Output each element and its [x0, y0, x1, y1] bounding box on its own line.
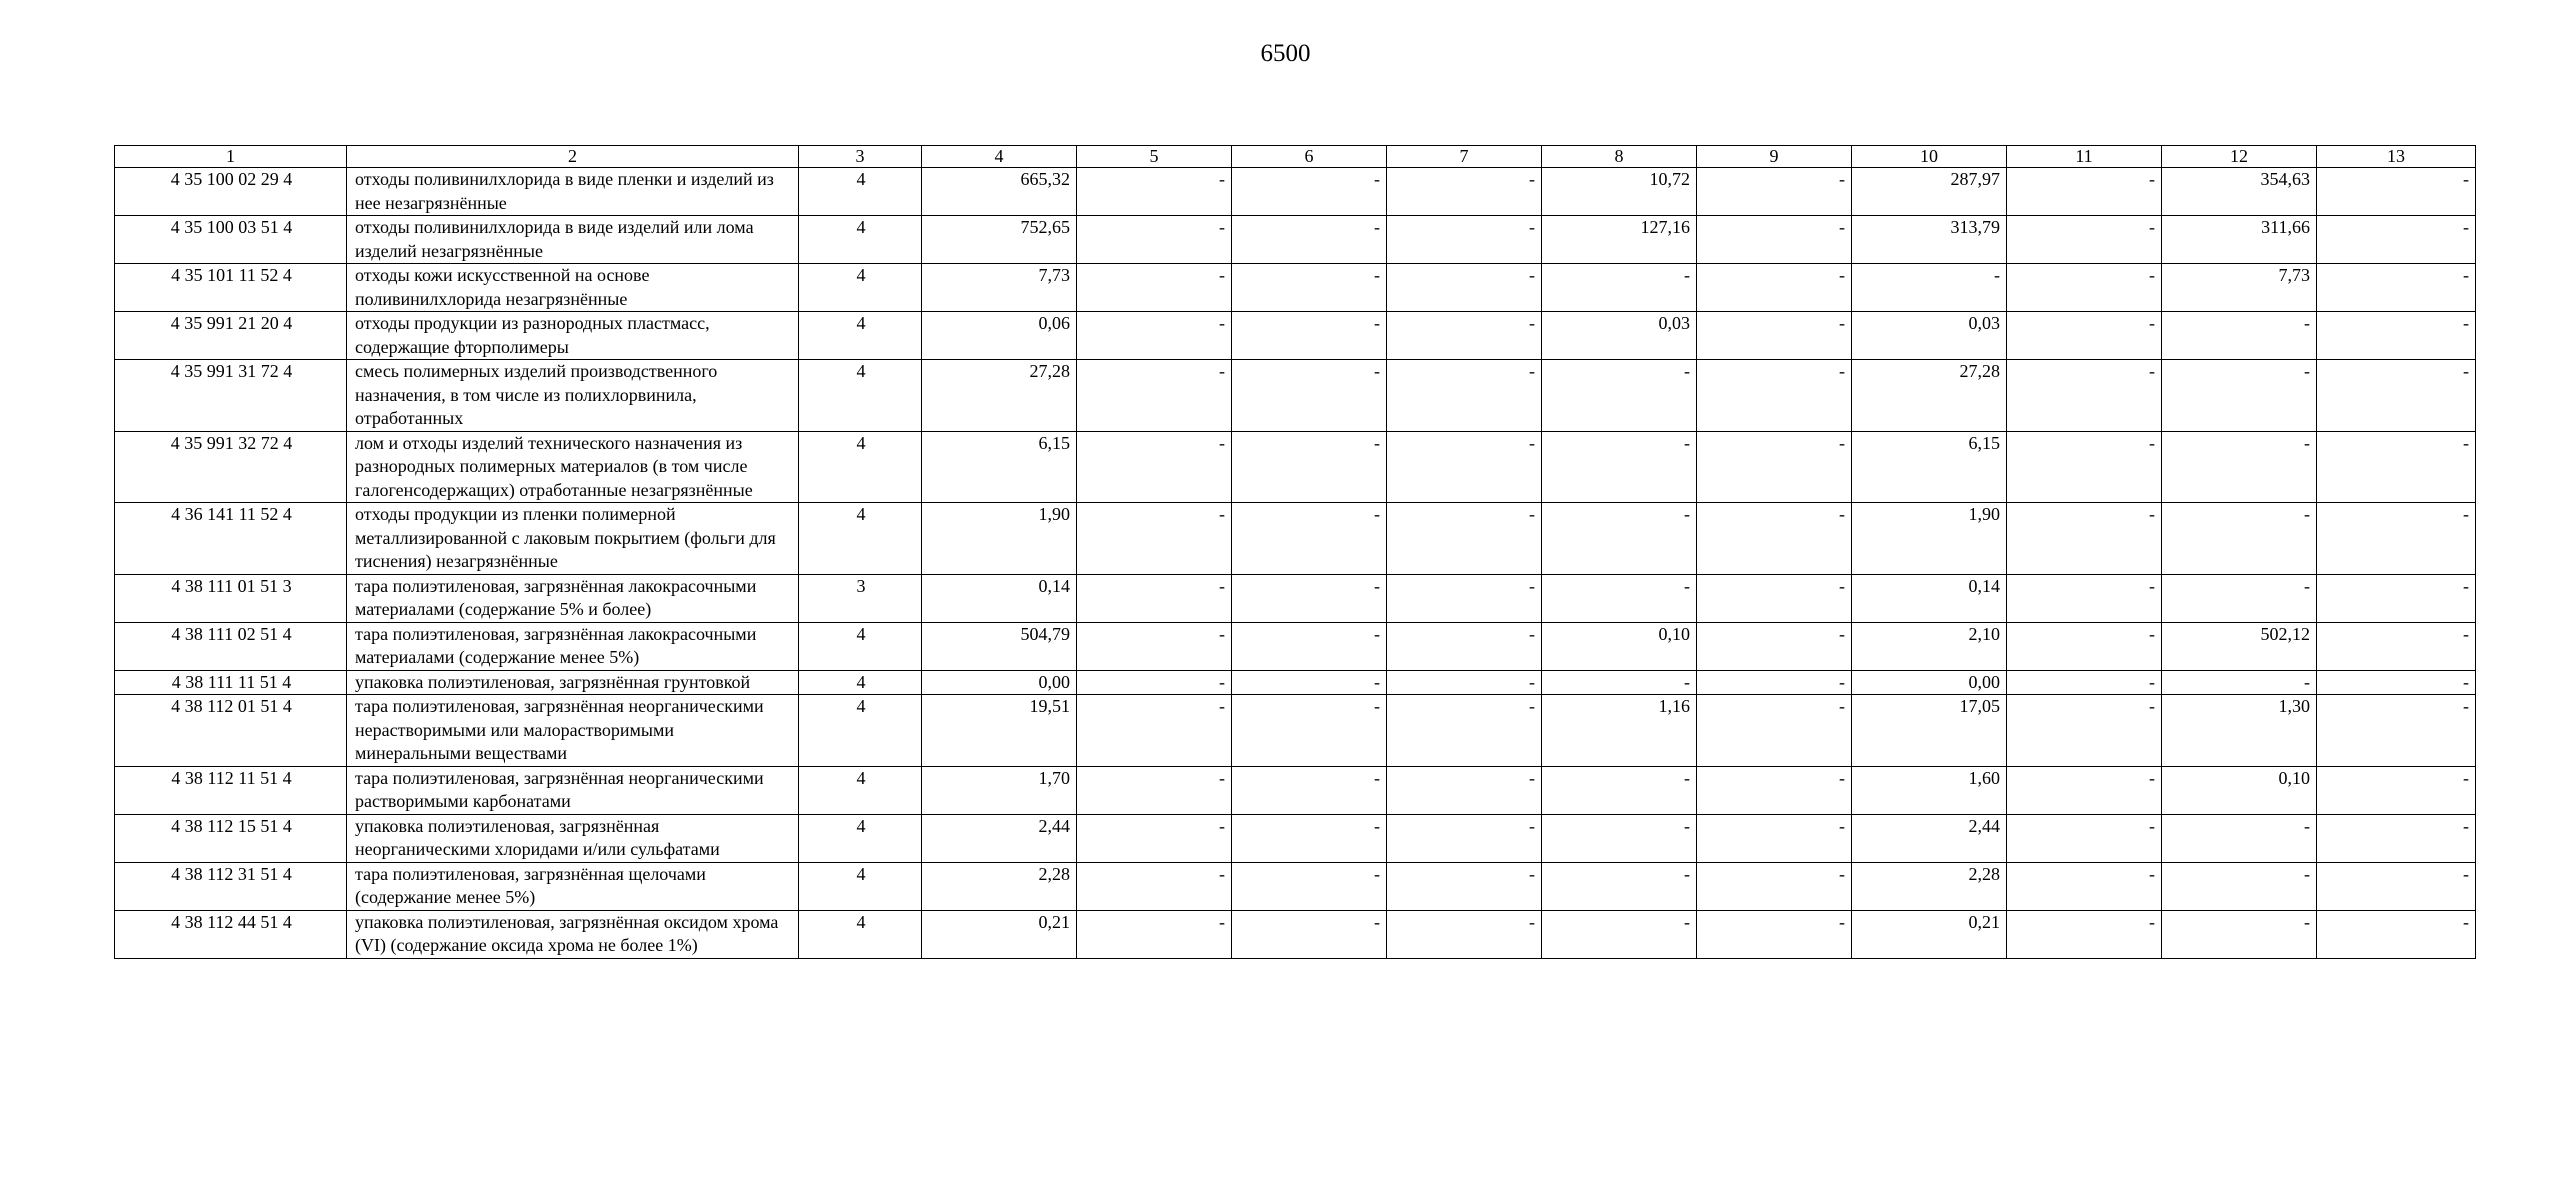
value-cell-col-10: 313,79 — [1852, 216, 2007, 264]
column-header-8: 8 — [1542, 146, 1697, 168]
waste-code-cell: 4 38 111 11 51 4 — [115, 670, 347, 695]
value-cell-col-12: 354,63 — [2162, 168, 2317, 216]
value-cell-col-7: - — [1387, 431, 1542, 503]
waste-code-cell: 4 35 100 02 29 4 — [115, 168, 347, 216]
value-cell-col-10: 0,14 — [1852, 574, 2007, 622]
value-cell-col-13: - — [2317, 503, 2476, 575]
value-cell-col-6: - — [1232, 910, 1387, 958]
value-cell-col-9: - — [1697, 670, 1852, 695]
value-cell-col-9: - — [1697, 695, 1852, 767]
value-cell-col-4: 504,79 — [922, 622, 1077, 670]
column-header-3: 3 — [799, 146, 922, 168]
waste-code-cell: 4 38 112 15 51 4 — [115, 814, 347, 862]
waste-code-cell: 4 36 141 11 52 4 — [115, 503, 347, 575]
value-cell-col-11: - — [2007, 264, 2162, 312]
value-cell-col-5: - — [1077, 814, 1232, 862]
waste-code-cell: 4 35 101 11 52 4 — [115, 264, 347, 312]
value-cell-col-10: 17,05 — [1852, 695, 2007, 767]
value-cell-col-12: - — [2162, 503, 2317, 575]
value-cell-col-7: - — [1387, 814, 1542, 862]
waste-name-cell: тара полиэтиленовая, загрязнённая лакокрасочными материалами (содержание менее 5%) — [347, 622, 799, 670]
waste-code-cell: 4 35 991 21 20 4 — [115, 312, 347, 360]
value-cell-col-4: 1,70 — [922, 766, 1077, 814]
table-row — [115, 264, 2476, 312]
value-cell-col-8: - — [1542, 431, 1697, 503]
value-cell-col-12: - — [2162, 360, 2317, 432]
value-cell-col-7: - — [1387, 622, 1542, 670]
value-cell-col-8: - — [1542, 766, 1697, 814]
value-cell-col-9: - — [1697, 622, 1852, 670]
value-cell-col-6: - — [1232, 503, 1387, 575]
value-cell-col-10: 27,28 — [1852, 360, 2007, 432]
column-header-4: 4 — [922, 146, 1077, 168]
hazard-class-cell: 4 — [799, 216, 922, 264]
value-cell-col-12: 502,12 — [2162, 622, 2317, 670]
value-cell-col-4: 7,73 — [922, 264, 1077, 312]
value-cell-col-7: - — [1387, 312, 1542, 360]
value-cell-col-5: - — [1077, 766, 1232, 814]
value-cell-col-10: 0,00 — [1852, 670, 2007, 695]
value-cell-col-12: - — [2162, 862, 2317, 910]
value-cell-col-13: - — [2317, 312, 2476, 360]
hazard-class-cell: 4 — [799, 622, 922, 670]
value-cell-col-10: 2,10 — [1852, 622, 2007, 670]
value-cell-col-9: - — [1697, 766, 1852, 814]
value-cell-col-9: - — [1697, 312, 1852, 360]
value-cell-col-9: - — [1697, 168, 1852, 216]
value-cell-col-9: - — [1697, 360, 1852, 432]
value-cell-col-12: - — [2162, 814, 2317, 862]
value-cell-col-4: 0,06 — [922, 312, 1077, 360]
hazard-class-cell: 4 — [799, 264, 922, 312]
value-cell-col-5: - — [1077, 670, 1232, 695]
value-cell-col-5: - — [1077, 431, 1232, 503]
column-number-row — [115, 146, 2476, 168]
value-cell-col-12: - — [2162, 574, 2317, 622]
value-cell-col-5: - — [1077, 264, 1232, 312]
value-cell-col-7: - — [1387, 264, 1542, 312]
value-cell-col-7: - — [1387, 766, 1542, 814]
value-cell-col-10: 6,15 — [1852, 431, 2007, 503]
value-cell-col-5: - — [1077, 574, 1232, 622]
value-cell-col-4: 0,14 — [922, 574, 1077, 622]
value-cell-col-11: - — [2007, 216, 2162, 264]
value-cell-col-11: - — [2007, 312, 2162, 360]
value-cell-col-9: - — [1697, 910, 1852, 958]
hazard-class-cell: 4 — [799, 910, 922, 958]
value-cell-col-10: 287,97 — [1852, 168, 2007, 216]
value-cell-col-6: - — [1232, 670, 1387, 695]
value-cell-col-11: - — [2007, 814, 2162, 862]
table-row — [115, 168, 2476, 216]
value-cell-col-5: - — [1077, 862, 1232, 910]
value-cell-col-13: - — [2317, 574, 2476, 622]
value-cell-col-4: 0,00 — [922, 670, 1077, 695]
value-cell-col-8: 127,16 — [1542, 216, 1697, 264]
table-row — [115, 910, 2476, 958]
hazard-class-cell: 4 — [799, 168, 922, 216]
value-cell-col-13: - — [2317, 264, 2476, 312]
value-cell-col-7: - — [1387, 862, 1542, 910]
column-header-7: 7 — [1387, 146, 1542, 168]
table-row — [115, 622, 2476, 670]
value-cell-col-12: 0,10 — [2162, 766, 2317, 814]
value-cell-col-12: 1,30 — [2162, 695, 2317, 767]
waste-name-cell: отходы поливинилхлорида в виде пленки и изделий из нее незагрязнённые — [347, 168, 799, 216]
value-cell-col-10: - — [1852, 264, 2007, 312]
value-cell-col-11: - — [2007, 622, 2162, 670]
value-cell-col-9: - — [1697, 264, 1852, 312]
waste-name-cell: отходы поливинилхлорида в виде изделий или лома изделий незагрязнённые — [347, 216, 799, 264]
waste-name-cell: отходы продукции из пленки полимерной металлизированной с лаковым покрытием (фольги для тиснения) незагрязнённые — [347, 503, 799, 575]
value-cell-col-5: - — [1077, 695, 1232, 767]
value-cell-col-6: - — [1232, 216, 1387, 264]
waste-code-cell: 4 38 112 11 51 4 — [115, 766, 347, 814]
hazard-class-cell: 4 — [799, 670, 922, 695]
value-cell-col-13: - — [2317, 168, 2476, 216]
value-cell-col-4: 2,44 — [922, 814, 1077, 862]
value-cell-col-7: - — [1387, 670, 1542, 695]
column-header-6: 6 — [1232, 146, 1387, 168]
waste-name-cell: упаковка полиэтиленовая, загрязнённая неорганическими хлоридами и/или сульфатами — [347, 814, 799, 862]
table-row — [115, 814, 2476, 862]
value-cell-col-13: - — [2317, 766, 2476, 814]
table-row — [115, 216, 2476, 264]
waste-code-cell: 4 38 112 01 51 4 — [115, 695, 347, 767]
hazard-class-cell: 4 — [799, 360, 922, 432]
value-cell-col-4: 665,32 — [922, 168, 1077, 216]
value-cell-col-8: 0,10 — [1542, 622, 1697, 670]
value-cell-col-10: 1,90 — [1852, 503, 2007, 575]
value-cell-col-8: 10,72 — [1542, 168, 1697, 216]
value-cell-col-8: - — [1542, 360, 1697, 432]
value-cell-col-9: - — [1697, 503, 1852, 575]
value-cell-col-6: - — [1232, 264, 1387, 312]
value-cell-col-11: - — [2007, 670, 2162, 695]
value-cell-col-8: 0,03 — [1542, 312, 1697, 360]
value-cell-col-10: 2,28 — [1852, 862, 2007, 910]
waste-name-cell: тара полиэтиленовая, загрязнённая щелочами (содержание менее 5%) — [347, 862, 799, 910]
hazard-class-cell: 4 — [799, 862, 922, 910]
waste-name-cell: отходы кожи искусственной на основе поливинилхлорида незагрязнённые — [347, 264, 799, 312]
waste-code-cell: 4 35 100 03 51 4 — [115, 216, 347, 264]
value-cell-col-8: - — [1542, 503, 1697, 575]
value-cell-col-13: - — [2317, 910, 2476, 958]
column-header-13: 13 — [2317, 146, 2476, 168]
value-cell-col-7: - — [1387, 216, 1542, 264]
value-cell-col-13: - — [2317, 431, 2476, 503]
hazard-class-cell: 4 — [799, 814, 922, 862]
value-cell-col-5: - — [1077, 910, 1232, 958]
value-cell-col-11: - — [2007, 503, 2162, 575]
value-cell-col-13: - — [2317, 862, 2476, 910]
value-cell-col-11: - — [2007, 862, 2162, 910]
value-cell-col-12: 7,73 — [2162, 264, 2317, 312]
table-body — [115, 168, 2476, 959]
waste-name-cell: упаковка полиэтиленовая, загрязнённая оксидом хрома (VI) (содержание оксида хрома не более 1%) — [347, 910, 799, 958]
column-header-10: 10 — [1852, 146, 2007, 168]
table-row — [115, 862, 2476, 910]
value-cell-col-4: 19,51 — [922, 695, 1077, 767]
table-row — [115, 670, 2476, 695]
value-cell-col-12: - — [2162, 910, 2317, 958]
hazard-class-cell: 4 — [799, 312, 922, 360]
value-cell-col-5: - — [1077, 216, 1232, 264]
value-cell-col-9: - — [1697, 216, 1852, 264]
value-cell-col-8: - — [1542, 264, 1697, 312]
table-row — [115, 695, 2476, 767]
value-cell-col-10: 0,03 — [1852, 312, 2007, 360]
value-cell-col-10: 1,60 — [1852, 766, 2007, 814]
value-cell-col-13: - — [2317, 216, 2476, 264]
value-cell-col-13: - — [2317, 814, 2476, 862]
value-cell-col-7: - — [1387, 503, 1542, 575]
value-cell-col-6: - — [1232, 622, 1387, 670]
waste-code-cell: 4 38 111 02 51 4 — [115, 622, 347, 670]
value-cell-col-6: - — [1232, 574, 1387, 622]
hazard-class-cell: 4 — [799, 766, 922, 814]
column-header-5: 5 — [1077, 146, 1232, 168]
value-cell-col-4: 1,90 — [922, 503, 1077, 575]
value-cell-col-4: 27,28 — [922, 360, 1077, 432]
waste-table — [114, 145, 2476, 959]
value-cell-col-12: - — [2162, 670, 2317, 695]
waste-code-cell: 4 35 991 32 72 4 — [115, 431, 347, 503]
table-row — [115, 360, 2476, 432]
value-cell-col-12: 311,66 — [2162, 216, 2317, 264]
value-cell-col-7: - — [1387, 574, 1542, 622]
waste-name-cell: тара полиэтиленовая, загрязнённая неорганическими растворимыми карбонатами — [347, 766, 799, 814]
waste-code-cell: 4 38 111 01 51 3 — [115, 574, 347, 622]
value-cell-col-7: - — [1387, 695, 1542, 767]
value-cell-col-4: 752,65 — [922, 216, 1077, 264]
table-row — [115, 431, 2476, 503]
column-header-12: 12 — [2162, 146, 2317, 168]
value-cell-col-9: - — [1697, 431, 1852, 503]
value-cell-col-8: - — [1542, 910, 1697, 958]
waste-name-cell: тара полиэтиленовая, загрязнённая неорганическими нерастворимыми или малорастворимыми минеральными веществами — [347, 695, 799, 767]
value-cell-col-6: - — [1232, 431, 1387, 503]
value-cell-col-5: - — [1077, 503, 1232, 575]
value-cell-col-13: - — [2317, 695, 2476, 767]
page-number: 6500 — [1260, 40, 1311, 67]
value-cell-col-5: - — [1077, 168, 1232, 216]
value-cell-col-6: - — [1232, 360, 1387, 432]
value-cell-col-9: - — [1697, 574, 1852, 622]
value-cell-col-7: - — [1387, 168, 1542, 216]
value-cell-col-6: - — [1232, 695, 1387, 767]
table-row — [115, 574, 2476, 622]
value-cell-col-4: 0,21 — [922, 910, 1077, 958]
value-cell-col-11: - — [2007, 766, 2162, 814]
value-cell-col-11: - — [2007, 431, 2162, 503]
table-row — [115, 766, 2476, 814]
value-cell-col-13: - — [2317, 360, 2476, 432]
value-cell-col-10: 0,21 — [1852, 910, 2007, 958]
waste-code-cell: 4 38 112 31 51 4 — [115, 862, 347, 910]
value-cell-col-5: - — [1077, 622, 1232, 670]
value-cell-col-11: - — [2007, 574, 2162, 622]
column-header-2: 2 — [347, 146, 799, 168]
hazard-class-cell: 4 — [799, 431, 922, 503]
value-cell-col-5: - — [1077, 360, 1232, 432]
value-cell-col-13: - — [2317, 670, 2476, 695]
value-cell-col-8: 1,16 — [1542, 695, 1697, 767]
value-cell-col-4: 2,28 — [922, 862, 1077, 910]
value-cell-col-11: - — [2007, 360, 2162, 432]
value-cell-col-8: - — [1542, 862, 1697, 910]
value-cell-col-10: 2,44 — [1852, 814, 2007, 862]
value-cell-col-8: - — [1542, 670, 1697, 695]
value-cell-col-9: - — [1697, 862, 1852, 910]
waste-name-cell: тара полиэтиленовая, загрязнённая лакокрасочными материалами (содержание 5% и более) — [347, 574, 799, 622]
value-cell-col-7: - — [1387, 360, 1542, 432]
value-cell-col-11: - — [2007, 695, 2162, 767]
value-cell-col-6: - — [1232, 766, 1387, 814]
value-cell-col-6: - — [1232, 862, 1387, 910]
table-row — [115, 312, 2476, 360]
column-header-1: 1 — [115, 146, 347, 168]
value-cell-col-8: - — [1542, 574, 1697, 622]
value-cell-col-7: - — [1387, 910, 1542, 958]
waste-name-cell: упаковка полиэтиленовая, загрязнённая грунтовкой — [347, 670, 799, 695]
value-cell-col-11: - — [2007, 910, 2162, 958]
table-header — [115, 146, 2476, 168]
column-header-9: 9 — [1697, 146, 1852, 168]
value-cell-col-12: - — [2162, 431, 2317, 503]
value-cell-col-12: - — [2162, 312, 2317, 360]
hazard-class-cell: 4 — [799, 695, 922, 767]
value-cell-col-13: - — [2317, 622, 2476, 670]
value-cell-col-9: - — [1697, 814, 1852, 862]
waste-name-cell: лом и отходы изделий технического назначения из разнородных полимерных материалов (в том числе галогенсодержащих) отработанные незагрязнённые — [347, 431, 799, 503]
hazard-class-cell: 3 — [799, 574, 922, 622]
value-cell-col-11: - — [2007, 168, 2162, 216]
value-cell-col-6: - — [1232, 814, 1387, 862]
value-cell-col-5: - — [1077, 312, 1232, 360]
waste-name-cell: смесь полимерных изделий производственного назначения, в том числе из полихлорвинила, отработанных — [347, 360, 799, 432]
waste-code-cell: 4 35 991 31 72 4 — [115, 360, 347, 432]
value-cell-col-4: 6,15 — [922, 431, 1077, 503]
column-header-11: 11 — [2007, 146, 2162, 168]
table-row — [115, 503, 2476, 575]
value-cell-col-6: - — [1232, 312, 1387, 360]
value-cell-col-6: - — [1232, 168, 1387, 216]
waste-name-cell: отходы продукции из разнородных пластмасс, содержащие фторполимеры — [347, 312, 799, 360]
waste-code-cell: 4 38 112 44 51 4 — [115, 910, 347, 958]
hazard-class-cell: 4 — [799, 503, 922, 575]
value-cell-col-8: - — [1542, 814, 1697, 862]
